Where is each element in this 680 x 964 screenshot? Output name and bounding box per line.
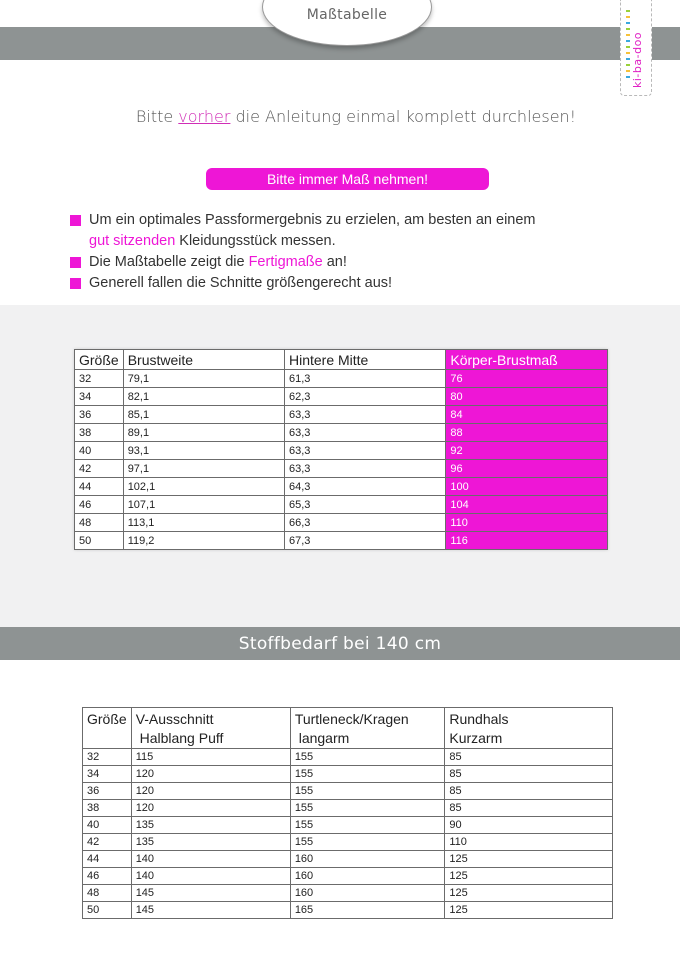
table-cell: 84	[446, 406, 608, 424]
table-cell: 160	[290, 885, 445, 902]
bullet-text: Um ein optimales Passformergebnis zu erzielen, am besten an einem	[89, 212, 536, 228]
table-cell: 160	[290, 851, 445, 868]
table-row	[75, 388, 608, 406]
table-row	[83, 885, 613, 902]
table-cell: 40	[83, 817, 132, 834]
table-cell: 82,1	[123, 388, 284, 406]
table-cell: 135	[131, 817, 290, 834]
table-cell: 107,1	[123, 496, 284, 514]
column-header: Brustweite	[123, 350, 284, 370]
table-cell: 76	[446, 370, 608, 388]
table-cell: 125	[445, 851, 613, 868]
table-cell: 120	[131, 783, 290, 800]
table-cell: 155	[290, 834, 445, 851]
bullet-square-icon	[70, 278, 81, 289]
table-cell: 61,3	[284, 370, 445, 388]
table-cell: 46	[75, 496, 124, 514]
table-cell: 120	[131, 766, 290, 783]
table-cell: 97,1	[123, 460, 284, 478]
list-item-continuation	[70, 231, 570, 252]
table-cell: 140	[131, 851, 290, 868]
intro-before: Bitte	[135, 107, 179, 126]
bullet-text: Die Maßtabelle zeigt die	[89, 254, 249, 270]
table-cell: 50	[83, 902, 132, 919]
logo-dots-decoration	[626, 10, 630, 80]
table-cell: 102,1	[123, 478, 284, 496]
table-cell: 79,1	[123, 370, 284, 388]
column-header-line: Rundhals	[449, 711, 509, 727]
table-cell: 85	[445, 800, 613, 817]
column-header-line: Halblang Puff	[135, 730, 224, 746]
table-row	[83, 851, 613, 868]
table-cell: 48	[75, 514, 124, 532]
measure-notice-banner: Bitte immer Maß nehmen!	[206, 168, 489, 190]
column-header: Körper-Brustmaß	[446, 350, 608, 370]
table-row	[83, 902, 613, 919]
table-header-row	[75, 350, 608, 370]
column-header-line: Größe	[87, 711, 127, 727]
column-header: Größe	[75, 350, 124, 370]
table-cell: 67,3	[284, 532, 445, 550]
table-cell: 165	[290, 902, 445, 919]
table-cell: 38	[75, 424, 124, 442]
column-header: Hintere Mitte	[284, 350, 445, 370]
column-header-line: langarm	[294, 730, 350, 746]
table-row	[75, 442, 608, 460]
table-cell: 42	[75, 460, 124, 478]
logo-tab	[620, 0, 652, 96]
table-row	[75, 370, 608, 388]
table-cell: 119,2	[123, 532, 284, 550]
table-row	[83, 868, 613, 885]
table-cell: 85	[445, 766, 613, 783]
bullet-highlight: gut sitzenden	[89, 233, 176, 249]
column-header	[290, 708, 445, 749]
table-row	[83, 783, 613, 800]
column-header-line: Turtleneck/Kragen	[294, 711, 409, 727]
table-cell: 115	[131, 749, 290, 766]
table-cell: 48	[83, 885, 132, 902]
table-cell: 85	[445, 783, 613, 800]
bullet-text: Kleidungsstück messen.	[175, 233, 336, 249]
table-cell: 34	[83, 766, 132, 783]
table-row	[83, 834, 613, 851]
table-cell: 63,3	[284, 424, 445, 442]
bullet-highlight: Fertigmaße	[248, 254, 323, 270]
tips-list	[70, 210, 570, 294]
table-cell: 36	[75, 406, 124, 424]
bullet-text: an!	[322, 254, 347, 270]
table-cell: 155	[290, 766, 445, 783]
table-cell: 90	[445, 817, 613, 834]
column-header	[445, 708, 613, 749]
column-header-line: V-Ausschnitt	[135, 711, 214, 727]
table-cell: 89,1	[123, 424, 284, 442]
table-cell: 65,3	[284, 496, 445, 514]
table-cell: 64,3	[284, 478, 445, 496]
table-cell: 135	[131, 834, 290, 851]
table-cell: 125	[445, 868, 613, 885]
bullet-square-icon	[70, 215, 81, 226]
table-cell: 32	[83, 749, 132, 766]
bullet-square-icon	[70, 257, 81, 268]
table-cell: 116	[446, 532, 608, 550]
table-row	[75, 460, 608, 478]
table-row	[83, 800, 613, 817]
table-cell: 50	[75, 532, 124, 550]
table-row	[75, 496, 608, 514]
list-item	[70, 273, 570, 294]
list-item	[70, 252, 570, 273]
table-cell: 160	[290, 868, 445, 885]
table-cell: 34	[75, 388, 124, 406]
table-header-row	[83, 708, 613, 749]
table-cell: 145	[131, 885, 290, 902]
logo: ki-ba-doo	[631, 31, 644, 88]
intro-line	[0, 107, 680, 126]
table-cell: 155	[290, 817, 445, 834]
page-title: Maßtabelle	[306, 7, 388, 23]
fabric-table	[82, 707, 613, 919]
table-cell: 104	[446, 496, 608, 514]
column-header	[83, 708, 132, 749]
table-cell: 80	[446, 388, 608, 406]
table-cell: 125	[445, 885, 613, 902]
table-cell: 96	[446, 460, 608, 478]
table-cell: 62,3	[284, 388, 445, 406]
list-item	[70, 210, 570, 231]
table-cell: 92	[446, 442, 608, 460]
table-cell: 155	[290, 783, 445, 800]
table-row	[75, 532, 608, 550]
table-cell: 140	[131, 868, 290, 885]
bullet-text: Generell fallen die Schnitte größengerecht aus!	[89, 275, 393, 291]
table-row	[83, 749, 613, 766]
table-row	[75, 424, 608, 442]
table-cell: 40	[75, 442, 124, 460]
table-cell: 42	[83, 834, 132, 851]
column-header-line: Kurzarm	[449, 730, 503, 746]
table-cell: 120	[131, 800, 290, 817]
intro-after: die Anleitung einmal komplett durchlesen!	[230, 107, 577, 126]
table-cell: 110	[445, 834, 613, 851]
table-cell: 66,3	[284, 514, 445, 532]
table-cell: 85,1	[123, 406, 284, 424]
table-cell: 36	[83, 783, 132, 800]
table-cell: 63,3	[284, 406, 445, 424]
table-cell: 155	[290, 749, 445, 766]
table-cell: 88	[446, 424, 608, 442]
table-cell: 85	[445, 749, 613, 766]
column-header	[131, 708, 290, 749]
table-cell: 46	[83, 868, 132, 885]
table-cell: 32	[75, 370, 124, 388]
intro-emphasis: vorher	[178, 107, 231, 126]
table-cell: 125	[445, 902, 613, 919]
table-cell: 44	[75, 478, 124, 496]
table-row	[83, 766, 613, 783]
table-cell: 100	[446, 478, 608, 496]
table-row	[75, 478, 608, 496]
table-cell: 110	[446, 514, 608, 532]
table-row	[83, 817, 613, 834]
table-cell: 38	[83, 800, 132, 817]
table-cell: 113,1	[123, 514, 284, 532]
table-row	[75, 406, 608, 424]
table-cell: 44	[83, 851, 132, 868]
table-cell: 145	[131, 902, 290, 919]
table-row	[75, 514, 608, 532]
table-cell: 93,1	[123, 442, 284, 460]
size-table	[74, 349, 608, 550]
table-cell: 63,3	[284, 460, 445, 478]
fabric-section-title: Stoffbedarf bei 140 cm	[238, 634, 442, 654]
table-cell: 155	[290, 800, 445, 817]
table-cell: 63,3	[284, 442, 445, 460]
